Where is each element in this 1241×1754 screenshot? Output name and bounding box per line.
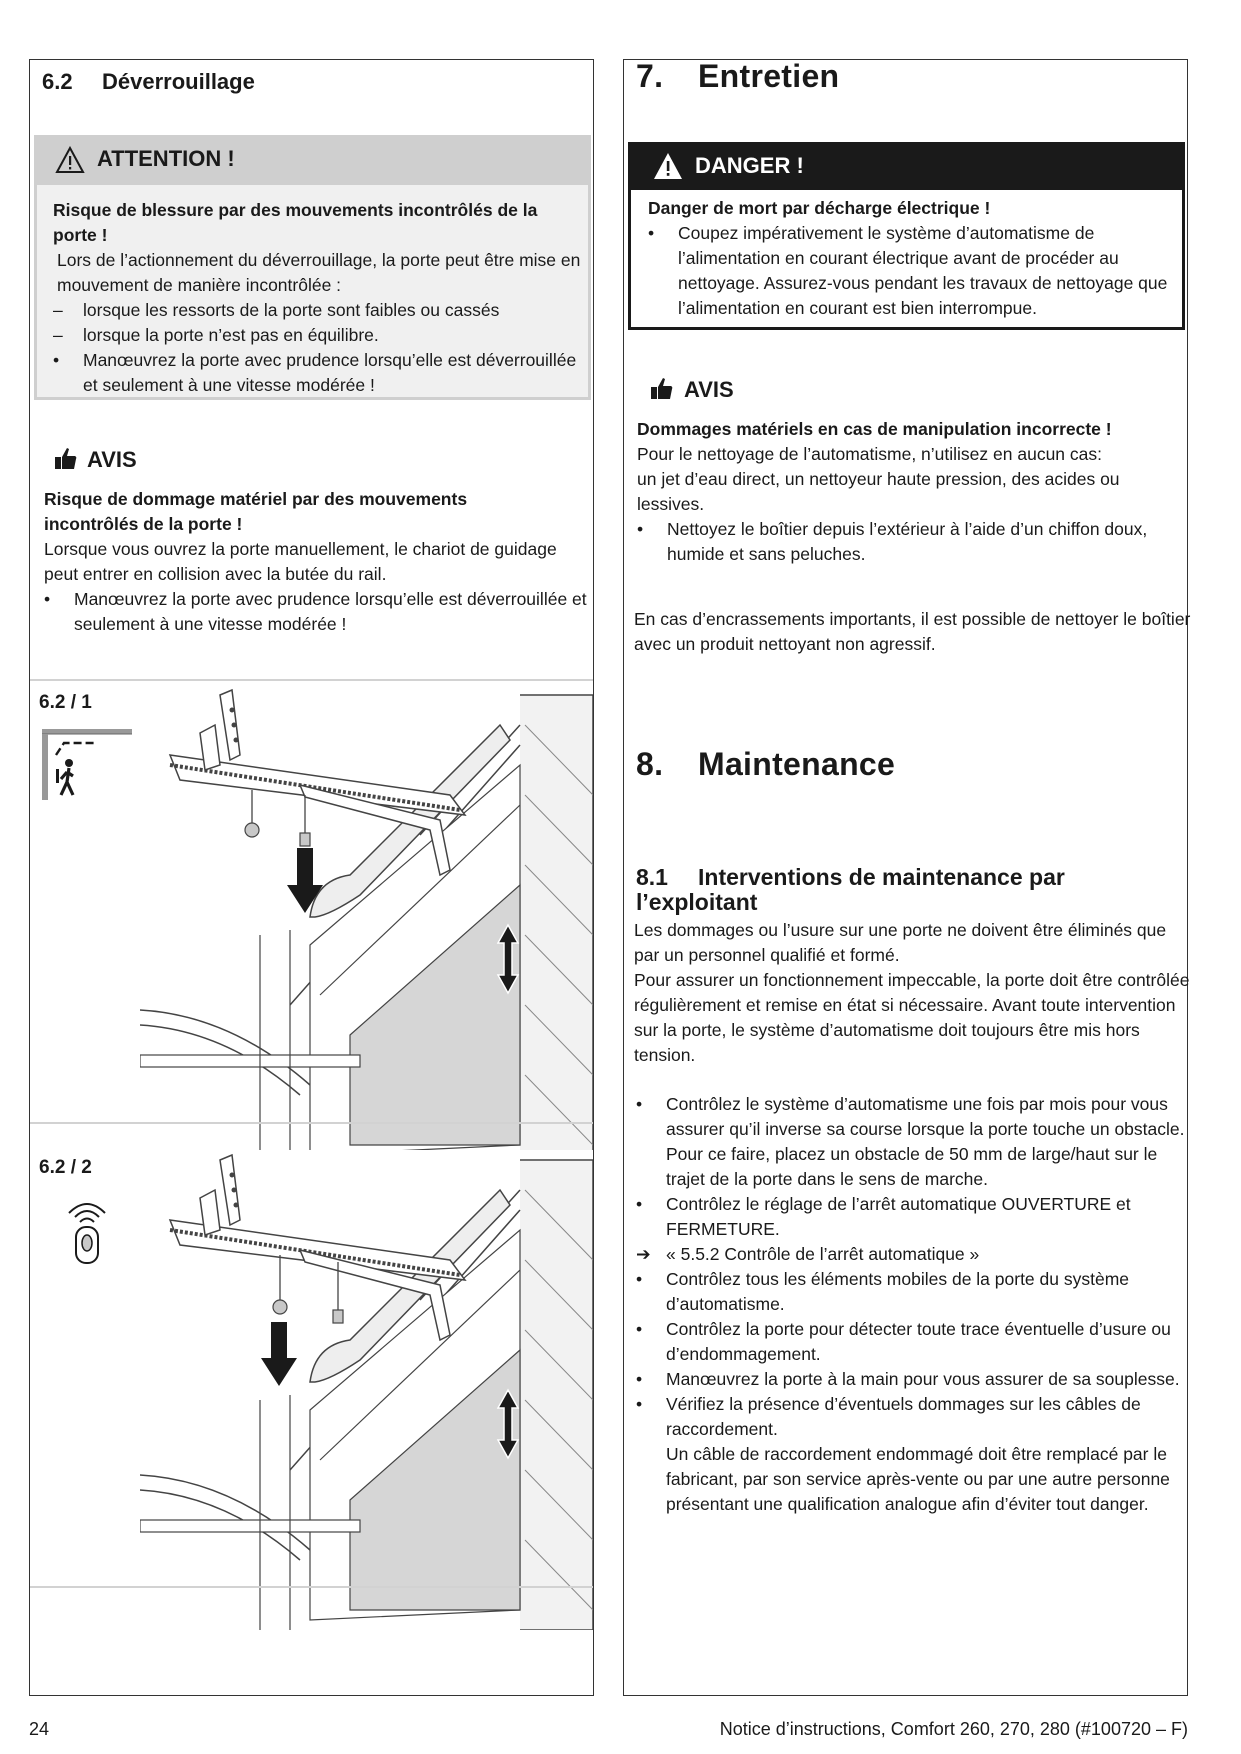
list-text: lorsque la porte n’est pas en équilibre. <box>83 325 379 345</box>
list-text: Coupez impérativement le système d’automatisme de <box>678 223 1095 243</box>
list-marker: – <box>53 325 63 345</box>
list-text: l’alimentation en courant est bien interrompue. <box>678 298 1037 318</box>
para-line: régulièrement et remise en état si nécessaire. Avant toute intervention <box>634 995 1176 1015</box>
divider <box>30 1586 593 1588</box>
avis-lead: Dommages matériels en cas de manipulation incorrecte ! <box>637 419 1112 439</box>
attention-header <box>37 135 588 185</box>
list-text: FERMETURE. <box>666 1219 780 1239</box>
figure-label: 6.2 / 1 <box>39 692 92 713</box>
arrow-right-icon: ➔ <box>636 1244 651 1264</box>
warning-triangle-icon <box>55 146 85 174</box>
avis-title: AVIS <box>87 447 137 472</box>
person-door-icon <box>42 727 137 807</box>
section-title: Déverrouillage <box>102 69 255 94</box>
attention-lead-2: porte ! <box>53 225 108 245</box>
divider <box>30 679 593 681</box>
section-number: 8. <box>636 746 664 782</box>
document-reference: Notice d’instructions, Comfort 260, 270, 280 (#100720 – F) <box>719 1719 1188 1739</box>
danger-box <box>628 142 1185 330</box>
avis-lead-2: incontrôlés de la porte ! <box>44 514 243 534</box>
list-text: et seulement à une vitesse modérée ! <box>83 375 375 395</box>
attention-box <box>34 135 591 400</box>
section-heading-7 <box>636 58 840 94</box>
section-title: Maintenance <box>698 746 896 782</box>
list-text: d’endommagement. <box>666 1344 821 1364</box>
avis-lead-1: Risque de dommage matériel par des mouvements <box>44 489 468 509</box>
list-text: Manœuvrez la porte avec prudence lorsqu’elle est déverrouillée et <box>74 589 587 609</box>
divider <box>30 1122 593 1124</box>
list-marker: • <box>44 589 51 609</box>
section-number: 8.1 <box>636 864 668 890</box>
figure-label: 6.2 / 2 <box>39 1157 92 1178</box>
list-text: Manœuvrez la porte à la main pour vous assurer de sa souplesse. <box>666 1369 1180 1389</box>
list-marker: – <box>53 300 63 320</box>
list-marker: • <box>648 223 655 243</box>
list-marker: • <box>636 1394 643 1414</box>
list-marker: • <box>636 1319 643 1339</box>
list-text: présentant une qualification analogue afin d’éviter tout danger. <box>666 1494 1149 1514</box>
list-text: trajet de la porte dans le sens de marche. <box>666 1169 988 1189</box>
list-text: Un câble de raccordement endommagé doit être remplacé par le <box>666 1444 1167 1464</box>
list-marker: • <box>636 1094 643 1114</box>
avis-text-1: Lorsque vous ouvrez la porte manuellement, le chariot de guidage <box>44 539 557 559</box>
list-text[interactable]: « 5.5.2 Contrôle de l’arrêt automatique » <box>666 1244 980 1264</box>
attention-text-1: Lors de l’actionnement du déverrouillage, la porte peut être mise en <box>57 250 581 270</box>
avis-title: AVIS <box>684 377 734 402</box>
list-text: Manœuvrez la porte avec prudence lorsqu’elle est déverrouillée <box>83 350 577 370</box>
list-text: Vérifiez la présence d’éventuels dommages sur les câbles de <box>666 1394 1141 1414</box>
list-text: seulement à une vitesse modérée ! <box>74 614 347 634</box>
hand-pointer-icon <box>52 445 78 471</box>
list-text: lorsque les ressorts de la porte sont faibles ou cassés <box>83 300 500 320</box>
left-column <box>29 59 594 1696</box>
figure-6-2-2-illustration <box>140 1150 593 1630</box>
list-text: humide et sans peluches. <box>667 544 866 564</box>
avis-text-2: peut entrer en collision avec la butée du rail. <box>44 564 387 584</box>
para-line: tension. <box>634 1045 696 1065</box>
avis-text-2: un jet d’eau direct, un nettoyeur haute pression, des acides ou <box>637 469 1120 489</box>
danger-header <box>631 142 1182 190</box>
list-text: Contrôlez la porte pour détecter toute trace éventuelle d’usure ou <box>666 1319 1171 1339</box>
list-marker: • <box>636 1194 643 1214</box>
section-heading-8 <box>636 746 896 782</box>
section-heading-8-1 <box>636 865 1187 915</box>
list-marker: • <box>53 350 60 370</box>
danger-lead: Danger de mort par décharge électrique ! <box>648 198 991 218</box>
page-number: 24 <box>29 1719 50 1739</box>
attention-title: ATTENTION ! <box>97 146 235 171</box>
attention-text-2: mouvement de manière incontrôlée : <box>57 275 342 295</box>
list-text: raccordement. <box>666 1419 778 1439</box>
list-marker: • <box>636 1269 643 1289</box>
para-line: Les dommages ou l’usure sur une porte ne doivent être éliminés que <box>634 920 1167 940</box>
avis-extra-2: avec un produit nettoyant non agressif. <box>634 634 936 654</box>
list-text: Contrôlez le réglage de l’arrêt automatique OUVERTURE et <box>666 1194 1131 1214</box>
section-heading-6-2 <box>42 69 255 94</box>
list-marker: • <box>637 519 644 539</box>
para-line: Pour assurer un fonctionnement impeccable, la porte doit être contrôlée <box>634 970 1190 990</box>
figure-6-2-1-illustration <box>140 685 593 1165</box>
para-line: sur la porte, le système d’automatisme doit toujours être mis hors <box>634 1020 1140 1040</box>
list-text: d’automatisme. <box>666 1294 785 1314</box>
remote-control-icon <box>64 1195 110 1265</box>
list-text: nettoyage. Assurez-vous pendant les travaux de nettoyage que <box>678 273 1168 293</box>
avis-text-3: lessives. <box>637 494 705 514</box>
section-number: 6.2 <box>42 69 73 94</box>
section-title: Interventions de maintenance par l’exploitant <box>636 864 1065 915</box>
para-line: par un personnel qualifié et formé. <box>634 945 900 965</box>
section-title: Entretien <box>698 58 840 94</box>
list-text: Nettoyez le boîtier depuis l’extérieur à l’aide d’un chiffon doux, <box>667 519 1148 539</box>
list-marker: • <box>636 1369 643 1389</box>
list-text: l’alimentation en courant électrique avant de procéder au <box>678 248 1119 268</box>
list-text: Contrôlez tous les éléments mobiles de la porte du système <box>666 1269 1130 1289</box>
danger-triangle-icon <box>652 151 684 181</box>
list-text: Pour ce faire, placez un obstacle de 50 mm de large/haut sur le <box>666 1144 1158 1164</box>
avis-extra-1: En cas d’encrassements importants, il est possible de nettoyer le boîtier <box>634 609 1191 629</box>
list-text: Contrôlez le système d’automatisme une fois par mois pour vous <box>666 1094 1168 1114</box>
hand-pointer-icon <box>648 375 674 401</box>
avis-text-1: Pour le nettoyage de l’automatisme, n’utilisez en aucun cas: <box>637 444 1102 464</box>
list-text: assurer qu’il inverse sa course lorsque la porte touche un obstacle. <box>666 1119 1185 1139</box>
right-column <box>623 58 1191 1696</box>
section-number: 7. <box>636 58 664 94</box>
attention-lead-1: Risque de blessure par des mouvements incontrôlés de la <box>53 200 538 220</box>
danger-title: DANGER ! <box>695 153 804 178</box>
list-text: fabricant, par son service après-vente ou par une autre personne <box>666 1469 1170 1489</box>
